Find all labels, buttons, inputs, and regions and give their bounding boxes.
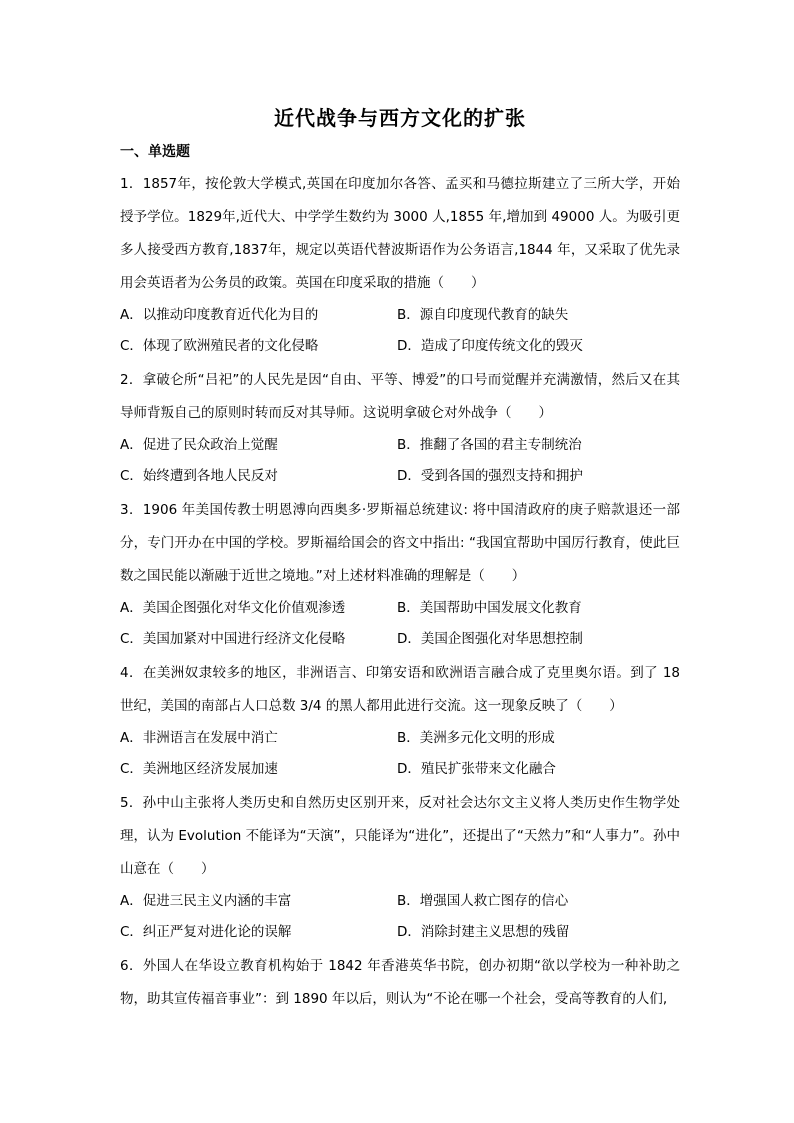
option-b: B．增强国人救亡图存的信心 (397, 893, 569, 909)
option-c: C．纠正严复对进化论的误解 (120, 924, 292, 940)
question-number: 1． (120, 176, 143, 192)
question-number: 3． (120, 502, 143, 518)
option-d: D．造成了印度传统文化的毁灭 (397, 338, 583, 354)
question-stem (120, 494, 680, 593)
question-5 (120, 787, 680, 948)
question-text: 在美洲奴隶较多的地区，非洲语言、印第安语和欧洲语言融合成了克里奥尔语。到了 18 世纪，美国的南部占人口总数 3/4 的黑人都用此进行交流。这一现象反映了（ ） (120, 665, 680, 714)
question-number: 6． (120, 958, 143, 974)
question-text: 孙中山主张将人类历史和自然历史区别开来，反对社会达尔文主义将人类历史作生物学处理，认为 Evolution 不能译为“天演”，只能译为“进化”，还提出了“天然力”和“人事力”。孙中山意在（ ） (120, 795, 681, 877)
option-a: A．促进了民众政治上觉醒 (120, 437, 278, 453)
question-number: 4． (120, 665, 143, 681)
question-2 (120, 364, 680, 492)
question-stem (120, 657, 680, 723)
option-list (120, 723, 680, 785)
option-list (120, 593, 680, 655)
option-d: D．殖民扩张带来文化融合 (397, 761, 556, 777)
option-a: A．以推动印度教育近代化为目的 (120, 307, 319, 323)
option-c: C．体现了欧洲殖民者的文化侵略 (120, 338, 319, 354)
option-d: D．消除封建主义思想的残留 (397, 924, 570, 940)
exam-page (120, 100, 680, 1016)
question-stem (120, 364, 680, 430)
option-b: B．美洲多元化文明的形成 (397, 730, 555, 746)
question-6 (120, 950, 680, 1016)
option-b: B．源自印度现代教育的缺失 (397, 307, 569, 323)
question-3 (120, 494, 680, 655)
option-list (120, 886, 680, 948)
question-number: 2． (120, 372, 143, 388)
option-c: C．美国加紧对中国进行经济文化侵略 (120, 631, 346, 647)
question-number: 5． (120, 795, 143, 811)
option-a: A．美国企图强化对华文化价值观渗透 (120, 600, 346, 616)
option-list (120, 300, 680, 362)
option-list (120, 430, 680, 492)
question-text: 外国人在华设立教育机构始于 1842 年香港英华书院，创办初期“欲以学校为一种补助之物，助其宣传福音事业”：到 1890 年以后，则认为“不论在哪一个社会，受高等教育的人们, (120, 958, 680, 1007)
option-d: D．美国企图强化对华思想控制 (397, 631, 583, 647)
question-text: 1906 年美国传教士明恩溥向西奥多·罗斯福总统建议: 将中国清政府的庚子赔款退还一部分，专门开办在中国的学校。罗斯福给国会的咨文中指出: “我国宜帮助中国厉行教育，使此巨数之国民能以渐融于近世之境地。”对上述材料准确的理解是（ ） (120, 502, 681, 584)
question-text: 1857年，按伦敦大学模式,英国在印度加尔各答、孟买和马德拉斯建立了三所大学，开始授予学位。1829年,近代大、中学学生数约为 3000 人,1855 年,增加到 49000 人。为吸引更多人接受西方教育,1837年，规定以英语代替波斯语作为公务语言,1844 年，又采取了优先录用会英语者为公务员的政策。英国在印度采取的措施（ ） (120, 176, 680, 291)
section-heading: 一、单选题 (120, 144, 190, 160)
option-a: A．促进三民主义内涵的丰富 (120, 893, 292, 909)
option-d: D．受到各国的强烈支持和拥护 (397, 468, 583, 484)
question-1 (120, 168, 680, 362)
option-b: B．美国帮助中国发展文化教育 (397, 600, 582, 616)
document-title: 近代战争与西方文化的扩张 (274, 106, 526, 130)
question-stem (120, 787, 680, 886)
question-4 (120, 657, 680, 785)
option-c: C．美洲地区经济发展加速 (120, 761, 278, 777)
option-b: B．推翻了各国的君主专制统治 (397, 437, 582, 453)
question-stem (120, 168, 680, 300)
question-stem (120, 950, 680, 1016)
option-a: A．非洲语言在发展中消亡 (120, 730, 278, 746)
option-c: C．始终遭到各地人民反对 (120, 468, 278, 484)
question-text: 拿破仑所“吕祀”的人民先是因“自由、平等、博爱”的口号而觉醒并充满激情，然后又在其导师背叛自己的原则时转而反对其导师。这说明拿破仑对外战争（ ） (120, 372, 680, 421)
